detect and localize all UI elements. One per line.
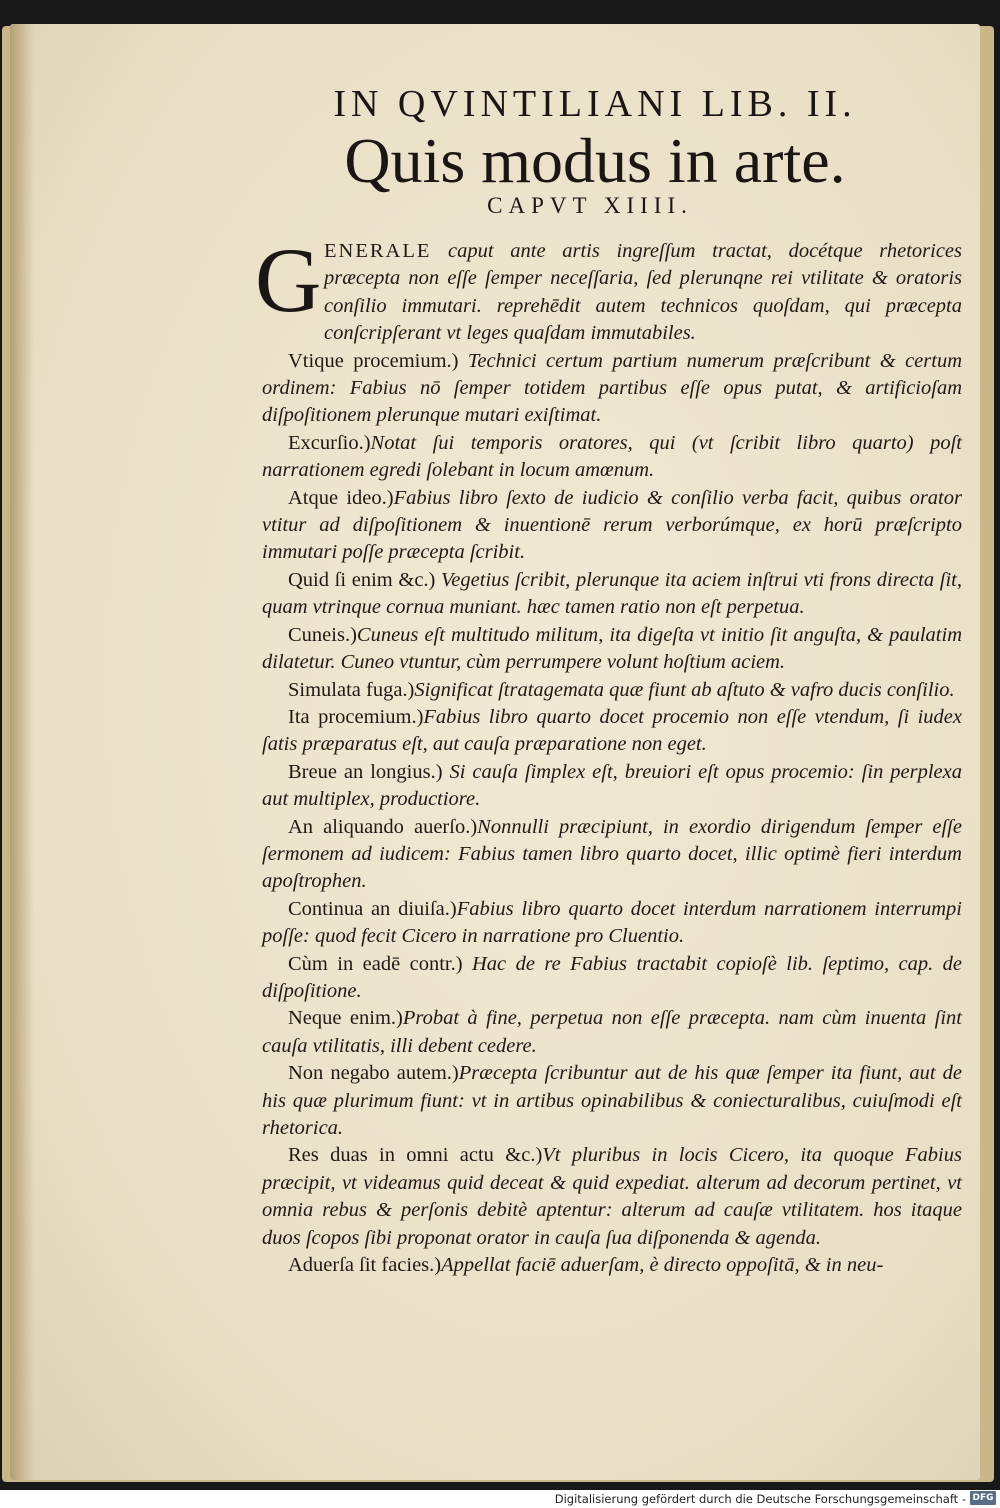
commentary-paragraph (262, 896, 962, 951)
commentary-text: Si cauſa ſimplex eſt, breuiori eſt opus procemio: ſin perplexa aut multiplex, productiore. (262, 760, 962, 811)
intro-text: caput ante artis ingreſſum tractat, docétque rhetorices præcepta non eſſe ſemper neceſſaria, ſed plerunqne rei vtilitate & oratoris conſilio immutari. reprehēdit autem technicos quoſdam, qui præcepta conſcripſerant vt leges quaſdam immutabiles. (324, 240, 962, 345)
commentary-paragraph (262, 1252, 962, 1279)
commentary-text: Probat à fine, perpetua non eſſe præcepta. nam cùm inuenta ſint cauſa vtilitatis, illi debent cedere. (262, 1007, 962, 1057)
lemma: Excurſio.) (288, 431, 371, 454)
commentary-text: Nonnulli præcipiunt, in exordio dirigendum ſemper eſſe ſermonem ad iudicem: Fabius tamen libro quarto docet, illic optimè fieri interdum apoſtrophen. (262, 815, 962, 893)
commentary-paragraph (262, 567, 962, 622)
page-gutter-shadow (10, 24, 34, 1480)
lemma: Non negabo autem.) (288, 1062, 459, 1085)
lemma: Simulata fuga.) (288, 678, 415, 701)
commentary-text: Fabius libro quarto docet procemio non eſſe vtendum, ſi iudex ſatis præparatus eſt, aut cauſa præparatione non eget. (262, 705, 963, 756)
lemma: Ita procemium.) (288, 705, 424, 728)
intro-paragraph (262, 238, 962, 348)
commentary-text: Fabius libro ſexto de iudicio & conſilio verba facit, quibus orator vtitur ad diſpoſitionem & inuentionē rerum verborúmque, ex horū præſcripto immutari poſſe præcepta ſcribit. (262, 486, 962, 564)
lemma: Quid ſi enim &c.) (288, 568, 436, 591)
commentary-paragraph (262, 759, 962, 814)
commentary-text: Cuneus eſt multitudo militum, ita digeſta vt initio ſit anguſta, & paulatim dilatetur. Cuneo vtuntur, cùm perrumpere volunt hoſtium aciem. (262, 623, 962, 674)
lemma: Breue an longius.) (288, 760, 443, 783)
lemma: Atque ideo.) (288, 486, 394, 509)
dfg-logo: DFG (970, 1491, 996, 1505)
lemma: Neque enim.) (288, 1007, 403, 1030)
commentary-text: Technici certum partium numerum præſcribunt & certum ordinem: Fabius nō ſemper totidem partibus eſſe opus putat, & artificioſam diſpoſitionem plerunque mutari exiſtimat. (262, 349, 962, 427)
commentary-text: Appellat faciē aduerſam, è directo oppoſitā, & in neu- (441, 1254, 884, 1277)
commentary-text: Hac de re Fabius tractabit copioſè lib. ſeptimo, cap. de diſpoſitione. (262, 952, 962, 1002)
intro-smallcaps: ENERALE (324, 240, 432, 262)
lemma: An aliquando auerſo.) (288, 815, 478, 838)
commentary-text: Notat ſui temporis oratores, qui (vt ſcribit libro quarto) poſt narrationem egredi ſolebant in locum amœnum. (262, 431, 962, 482)
commentary-text: Significat ſtratagemata quæ fiunt ab aſtuto & vafro ducis conſilio. (414, 678, 955, 701)
commentary-text: Præcepta ſcribuntur aut de his quæ ſemper ita fiunt, aut de his quæ plurimum fiunt: vt in artibus opinabilibus & coniecturalibus, cuiuſmodi eſt rhetorica. (262, 1062, 963, 1139)
running-head: IN QVINTILIANI LIB. II. (333, 83, 857, 125)
commentary-paragraph (262, 951, 962, 1006)
body-text (262, 238, 962, 1279)
commentary-text: Vt pluribus in locis Cicero, ita quoque Fabius præcipit, vt videamus quid deceat & quid expediat. alterum ad decorum pertinet, vt omnia rebus & perſonis debitè aptentur: alterum ad cauſæ vtilitatem. hos itaque duos ſcopos ſibi proponat orator in cauſa ſua diſponenda & agenda. (262, 1144, 962, 1249)
commentary-paragraph (262, 1060, 962, 1142)
drop-capital: G (255, 229, 322, 331)
lemma: Cuneis.) (288, 623, 357, 646)
chapter-title: Quis modus in arte. (344, 125, 846, 196)
lemma: Res duas in omni actu &c.) (288, 1144, 543, 1167)
chapter-number: CAPVT XIIII. (487, 193, 693, 218)
commentary-text: Vegetius ſcribit, plerunque ita aciem inſtrui vti frons directa ſit, quam vtrinque cornua muniant. hæc tamen ratio non eſt perpetua. (262, 568, 962, 619)
commentary-paragraph (262, 704, 962, 759)
commentary-paragraph (262, 485, 962, 567)
commentary-list (262, 348, 962, 1280)
commentary-paragraph (262, 814, 962, 896)
lemma: Aduerſa ſit facies.) (288, 1254, 442, 1277)
funding-notice: Digitalisierung gefördert durch die Deutsche Forschungsgemeinschaft - (554, 1492, 966, 1506)
commentary-paragraph (262, 622, 962, 677)
lemma: Cùm in eadē contr.) (288, 952, 463, 975)
commentary-paragraph (262, 677, 962, 704)
commentary-paragraph (262, 1005, 962, 1060)
commentary-paragraph (262, 348, 962, 430)
lemma: Vtique procemium.) (288, 349, 459, 372)
lemma: Continua an diuiſa.) (288, 897, 457, 920)
commentary-paragraph (262, 1142, 962, 1252)
commentary-text: Fabius libro quarto docet interdum narrationem interrumpi poſſe: quod fecit Cicero in narratione pro Cluentio. (262, 897, 962, 948)
commentary-paragraph (262, 430, 962, 485)
